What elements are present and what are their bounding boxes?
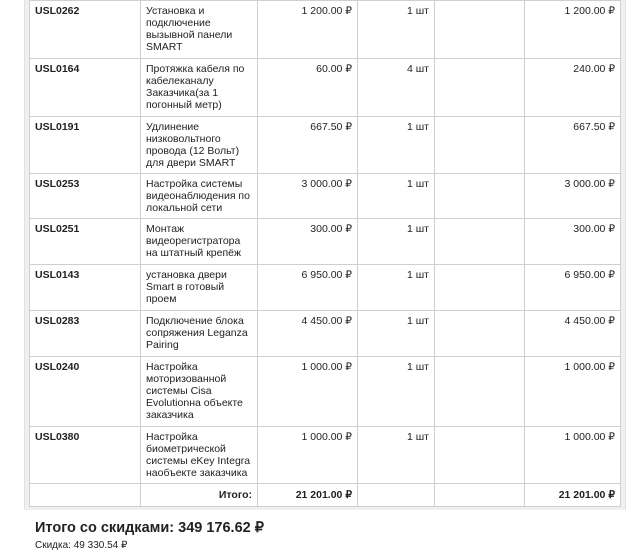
- service-name: Настройка системы видеонаблюдения по локальной сети: [141, 174, 258, 219]
- service-code: USL0253: [30, 174, 141, 219]
- service-total: 667.50 ₽: [525, 117, 621, 174]
- table-row: [30, 265, 621, 311]
- table-row: [30, 311, 621, 357]
- service-code: USL0240: [30, 357, 141, 427]
- service-qty: 1 шт: [358, 117, 435, 174]
- discount-amount: Скидка: 49 330.54 ₽: [35, 540, 128, 551]
- empty-cell: [435, 219, 525, 265]
- services-table: [29, 0, 621, 507]
- service-total: 4 450.00 ₽: [525, 311, 621, 357]
- totals-total-sum: 21 201.00 ₽: [525, 484, 621, 507]
- service-total: 1 000.00 ₽: [525, 357, 621, 427]
- service-code: USL0380: [30, 427, 141, 484]
- service-name: Удлинение низковольтного провода (12 Вольт) для двери SMART: [141, 117, 258, 174]
- service-qty: 1 шт: [358, 311, 435, 357]
- service-price: 4 450.00 ₽: [258, 311, 358, 357]
- service-total: 1 200.00 ₽: [525, 1, 621, 59]
- service-price: 1 000.00 ₽: [258, 427, 358, 484]
- service-code: USL0251: [30, 219, 141, 265]
- service-price: 300.00 ₽: [258, 219, 358, 265]
- empty-cell: [435, 174, 525, 219]
- service-total: 3 000.00 ₽: [525, 174, 621, 219]
- service-qty: 4 шт: [358, 59, 435, 117]
- empty-cell: [435, 484, 525, 507]
- service-name: Настройка моторизованной системы Cisa Evolutionна объекте заказчика: [141, 357, 258, 427]
- service-code: USL0191: [30, 117, 141, 174]
- service-qty: 1 шт: [358, 219, 435, 265]
- service-total: 300.00 ₽: [525, 219, 621, 265]
- service-code: USL0143: [30, 265, 141, 311]
- service-total: 1 000.00 ₽: [525, 427, 621, 484]
- table-row: [30, 357, 621, 427]
- service-price: 1 200.00 ₽: [258, 1, 358, 59]
- table-row: [30, 59, 621, 117]
- service-code: USL0164: [30, 59, 141, 117]
- service-price: 667.50 ₽: [258, 117, 358, 174]
- service-qty: 1 шт: [358, 1, 435, 59]
- empty-cell: [30, 484, 141, 507]
- service-price: 1 000.00 ₽: [258, 357, 358, 427]
- empty-cell: [435, 311, 525, 357]
- totals-label: Итого:: [141, 484, 258, 507]
- service-qty: 1 шт: [358, 265, 435, 311]
- empty-cell: [435, 357, 525, 427]
- service-name: Настройка биометрической системы eKey Integra наобъекте заказчика: [141, 427, 258, 484]
- totals-row: [30, 484, 621, 507]
- totals-price-sum: 21 201.00 ₽: [258, 484, 358, 507]
- service-total: 240.00 ₽: [525, 59, 621, 117]
- service-price: 60.00 ₽: [258, 59, 358, 117]
- empty-cell: [435, 427, 525, 484]
- order-summary: [35, 520, 264, 551]
- service-name: установка двери Smart в готовый проем: [141, 265, 258, 311]
- service-total: 6 950.00 ₽: [525, 265, 621, 311]
- service-name: Монтаж видеорегистратора на штатный крепёж: [141, 219, 258, 265]
- empty-cell: [435, 59, 525, 117]
- empty-cell: [435, 117, 525, 174]
- empty-cell: [358, 484, 435, 507]
- service-qty: 1 шт: [358, 357, 435, 427]
- service-code: USL0283: [30, 311, 141, 357]
- table-row: [30, 174, 621, 219]
- table-row: [30, 1, 621, 59]
- table-row: [30, 117, 621, 174]
- empty-cell: [435, 1, 525, 59]
- service-name: Протяжка кабеля по кабелеканалу Заказчика(за 1 погонный метр): [141, 59, 258, 117]
- service-qty: 1 шт: [358, 174, 435, 219]
- table-row: [30, 219, 621, 265]
- service-code: USL0262: [30, 1, 141, 59]
- service-qty: 1 шт: [358, 427, 435, 484]
- discounted-total: Итого со скидками: 349 176.62 ₽: [35, 520, 264, 536]
- table-row: [30, 427, 621, 484]
- service-name: Установка и подключение вызывной панели SMART: [141, 1, 258, 59]
- service-name: Подключение блока сопряжения Leganza Pairing: [141, 311, 258, 357]
- empty-cell: [435, 265, 525, 311]
- service-price: 6 950.00 ₽: [258, 265, 358, 311]
- service-price: 3 000.00 ₽: [258, 174, 358, 219]
